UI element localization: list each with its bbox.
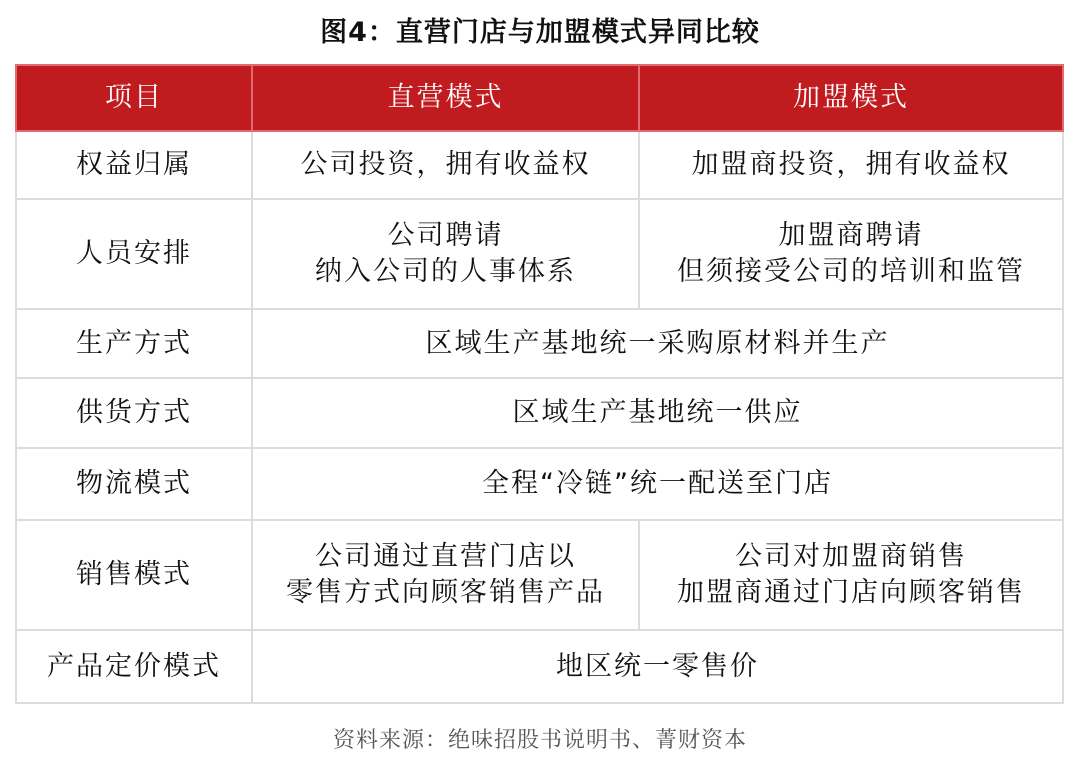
merged-cell: 区域生产基地统一采购原材料并生产: [252, 309, 1063, 378]
header-item: 项目: [16, 65, 252, 131]
row-label: 销售模式: [16, 520, 252, 630]
header-franchise: 加盟模式: [639, 65, 1063, 131]
merged-cell: 地区统一零售价: [252, 630, 1063, 703]
cell-line: 公司投资，拥有收益权: [300, 149, 591, 180]
row-label: 人员安排: [16, 199, 252, 309]
header-direct: 直营模式: [252, 65, 639, 131]
table-header-row: [16, 65, 1063, 131]
cell-line: 纳入公司的人事体系: [315, 256, 576, 287]
merged-cell: 全程“冷链”统一配送至门店: [252, 448, 1063, 520]
table-row: [16, 520, 1063, 630]
row-label: 供货方式: [16, 378, 252, 448]
figure-title: 图4：直营门店与加盟模式异同比较: [320, 17, 760, 48]
franchise-cell: [639, 199, 1063, 309]
cell-line: 零售方式向顾客销售产品: [286, 577, 605, 608]
row-label: 物流模式: [16, 448, 252, 520]
direct-cell: [252, 520, 639, 630]
table-row: [16, 309, 1063, 378]
cell-line: 公司通过直营门店以: [315, 541, 576, 572]
table-row: [16, 378, 1063, 448]
franchise-cell: [639, 131, 1063, 199]
cell-line: 加盟商聘请: [778, 220, 924, 251]
cell-line: 公司聘请: [387, 220, 504, 251]
cell-line: 但须接受公司的培训和监管: [677, 256, 1025, 287]
comparison-table: [15, 64, 1064, 704]
row-label: 生产方式: [16, 309, 252, 378]
source-note: 资料来源：绝味招股书说明书、菁财资本: [332, 728, 747, 753]
table-row: [16, 199, 1063, 309]
franchise-cell: [639, 520, 1063, 630]
cell-line: 加盟商通过门店向顾客销售: [677, 577, 1025, 608]
direct-cell: [252, 131, 639, 199]
merged-cell: 区域生产基地统一供应: [252, 378, 1063, 448]
direct-cell: [252, 199, 639, 309]
row-label: 产品定价模式: [16, 630, 252, 703]
table-row: [16, 131, 1063, 199]
cell-line: 公司对加盟商销售: [735, 541, 967, 572]
table-row: [16, 630, 1063, 703]
table-row: [16, 448, 1063, 520]
cell-line: 加盟商投资，拥有收益权: [691, 149, 1011, 180]
row-label: 权益归属: [16, 131, 252, 199]
